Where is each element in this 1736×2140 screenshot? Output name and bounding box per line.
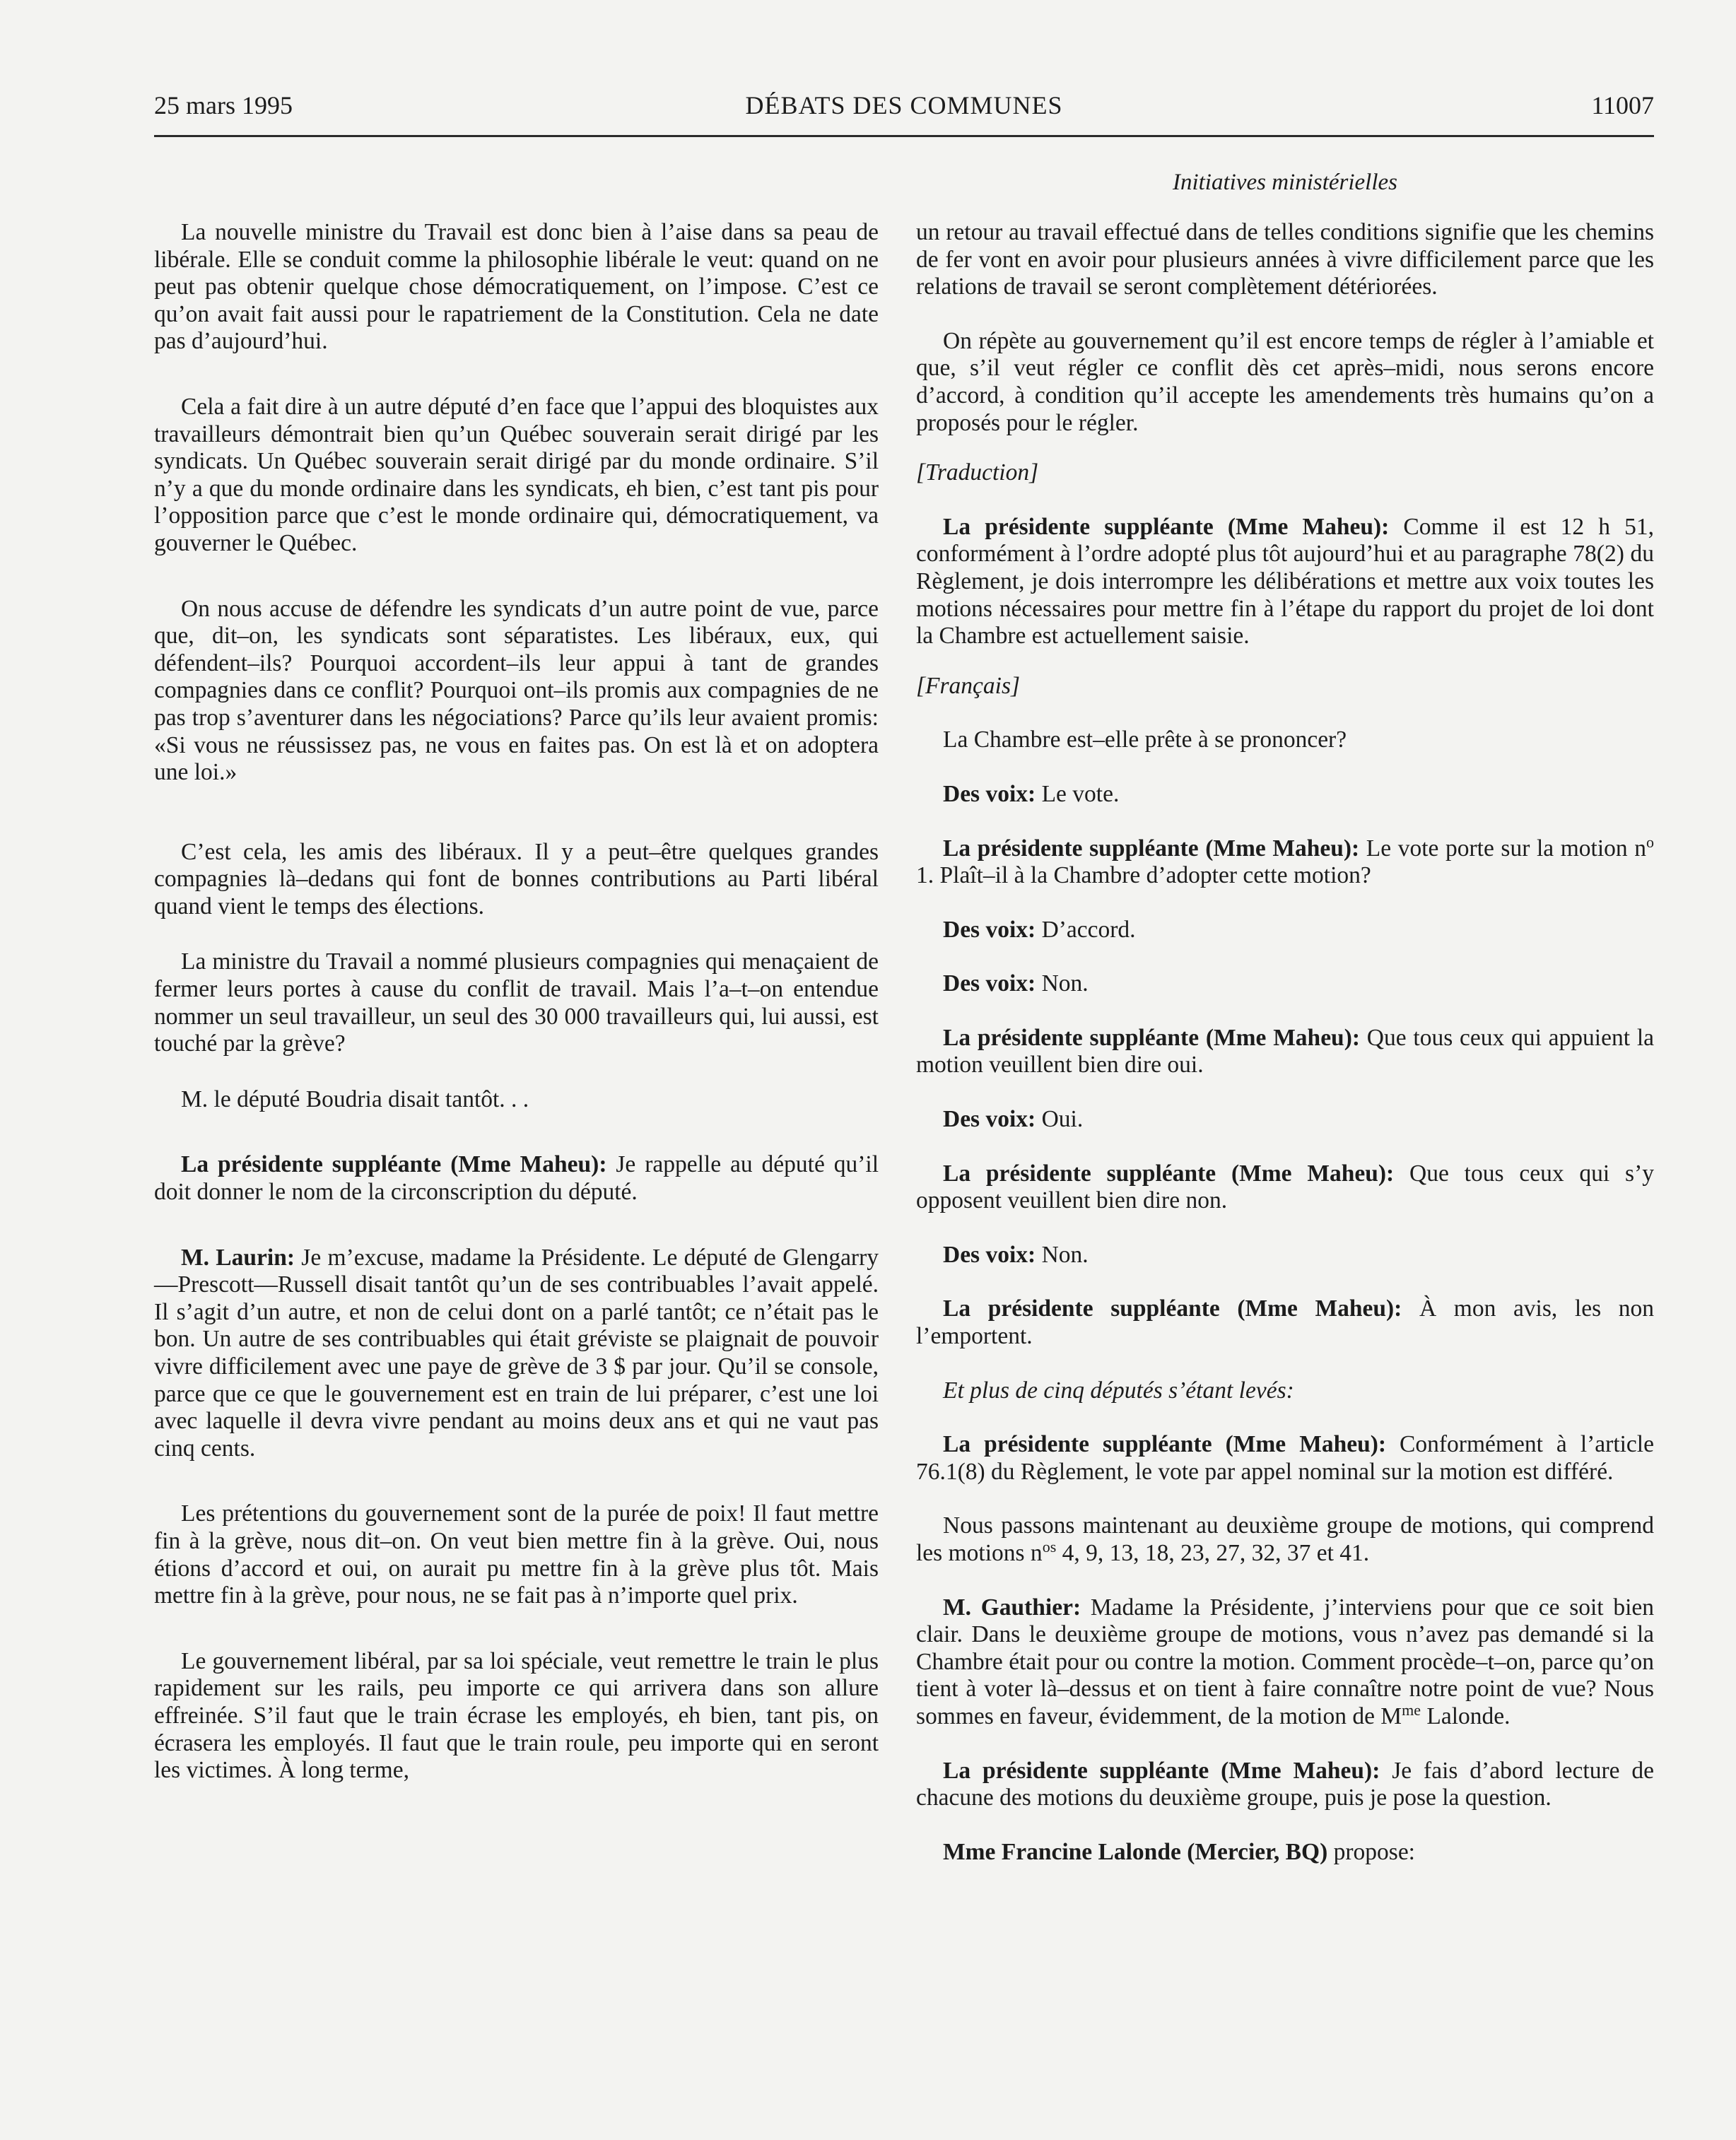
- speaker-name: M. Laurin:: [181, 1244, 295, 1271]
- speaker-name: La présidente suppléante (Mme Maheu):: [943, 1160, 1395, 1187]
- speaker-name: Mme Francine Lalonde (Mercier, BQ): [943, 1838, 1328, 1865]
- paragraph: Les prétentions du gouvernement sont de la purée de poix! Il faut mettre fin à la grève, nous dit–on. On veut bien mettre fin à la grève. Oui, nous étions d’accord et oui, on aurait pu mettre fin à la grève plus tôt. Mais mettre fin à la grève, pour nous, ne se fait pas à n’importe quel prix.: [154, 1500, 879, 1609]
- paragraph: M. le député Boudria disait tantôt. . .: [181, 1086, 529, 1112]
- speech-paragraph: [916, 1758, 1654, 1812]
- stage-direction: Et plus de cinq députés s’étant levés:: [943, 1377, 1294, 1404]
- superscript: me: [1402, 1700, 1421, 1719]
- speech-paragraph: [916, 781, 1654, 809]
- speech-paragraph: [154, 1151, 879, 1206]
- speech-paragraph: [916, 835, 1654, 890]
- right-column: [916, 219, 1654, 1866]
- paragraph: On nous accuse de défendre les syndicats d’un autre point de vue, parce que, dit–on, les syndicats sont séparatistes. Les libéraux, eux, qui défendent–ils? Pourquoi accordent–ils leur appui à tant de grandes compagnies dans ce conflit? Pourquoi ont–ils promis aux compagnies de ne pas trop s’aventurer dans les négociations? Parce qu’ils leur avaient promis: «Si vous ne réussissez pas, ne vous en faites pas. On est là et on adoptera une loi.»: [154, 595, 879, 786]
- speech-paragraph: [916, 1839, 1654, 1866]
- speaker-name: Des voix:: [943, 970, 1036, 997]
- speaker-name: Des voix:: [943, 780, 1036, 807]
- speaker-name: Des voix:: [943, 916, 1036, 943]
- paragraph: La ministre du Travail a nommé plusieurs compagnies qui menaçaient de fermer leurs portes à cause du conflit de travail. Mais l’a–t–on entendue nommer un seul travailleur, un seul des 30 000 travailleurs qui, lui aussi, est touché par la grève?: [154, 948, 879, 1057]
- paragraph: un retour au travail effectué dans de telles conditions signifie que les chemins de fer vont en avoir pour plusieurs années à vivre difficilement parce que les relations de travail se seront complètement détériorées.: [916, 219, 1654, 300]
- speech-text: Le vote.: [1036, 780, 1120, 807]
- speech-paragraph: [916, 1242, 1654, 1269]
- paragraph-text: Nous passons maintenant au deuxième groupe de motions, qui comprend les motions n: [916, 1512, 1654, 1566]
- speaker-name: La présidente suppléante (Mme Maheu):: [943, 1431, 1387, 1458]
- speech-text: Conformément à l’article 76.1(8) du Règlement, le vote par appel nominal sur la motion est différé.: [916, 1431, 1654, 1485]
- speech-text: Non.: [1036, 970, 1089, 997]
- speech-text: propose:: [1327, 1838, 1415, 1865]
- speech-paragraph: [916, 1160, 1654, 1215]
- header-rule: [154, 135, 1654, 137]
- speech-paragraph: [154, 1245, 879, 1463]
- speaker-name: La présidente suppléante (Mme Maheu):: [943, 513, 1390, 540]
- speech-text: Je rappelle au député qu’il doit donner le nom de la circonscription du député.: [154, 1151, 879, 1206]
- speech-text: Le vote porte sur la motion n: [1359, 835, 1646, 862]
- header-page-number: 11007: [1591, 91, 1654, 119]
- paragraph: Cela a fait dire à un autre député d’en face que l’appui des bloquistes aux travailleurs démontrait bien qu’un Québec souverain serait dirigé par les syndicats. Un Québec souverain serait dirigé par du monde ordinaire. S’il n’y a que du monde ordinaire dans les syndicats, eh bien, c’est tant pis pour l’opposition parce que c’est le monde ordinaire qui, démocratiquement, va gouverner le Québec.: [154, 393, 879, 556]
- section-heading: Initiatives ministérielles: [1172, 170, 1398, 195]
- left-column: [154, 219, 879, 1785]
- language-marker: [Français]: [916, 672, 1021, 699]
- superscript: o: [1646, 833, 1654, 851]
- running-head: [154, 90, 1654, 133]
- speaker-name: La présidente suppléante (Mme Maheu):: [943, 1024, 1361, 1051]
- speech-paragraph: [916, 970, 1654, 998]
- speaker-name: Des voix:: [943, 1241, 1036, 1268]
- speech-text: Je fais d’abord lecture de chacune des motions du deuxième groupe, puis je pose la question.: [916, 1757, 1654, 1811]
- language-marker: [Traduction]: [916, 459, 1039, 486]
- speaker-name: Des voix:: [943, 1106, 1036, 1133]
- superscript: os: [1042, 1537, 1057, 1556]
- paragraph-text: 4, 9, 13, 18, 23, 27, 32, 37 et 41.: [1056, 1540, 1370, 1566]
- header-title: DÉBATS DES COMMUNES: [745, 91, 1063, 119]
- speech-text: Non.: [1036, 1241, 1089, 1268]
- speech-text: Comme il est 12 h 51, conformément à l’ordre adopté plus tôt aujourd’hui et au paragraphe 78(2) du Règlement, je dois interrompre les délibérations et mettre aux voix toutes les motions nécessaires pour mettre fin à l’étape du rapport du projet de loi dont la Chambre est actuellement saisie.: [916, 513, 1655, 649]
- speaker-name: La présidente suppléante (Mme Maheu):: [943, 835, 1360, 862]
- speaker-name: La présidente suppléante (Mme Maheu):: [181, 1151, 607, 1178]
- speech-paragraph: [916, 514, 1654, 650]
- speech-paragraph: [916, 1594, 1654, 1731]
- speech-text: Je m’excuse, madame la Présidente. Le député de Glengarry—Prescott—Russell disait tantôt qu’un de ses contribuables l’avait appelé. Il s’agit d’un autre, et non de celui dont on a parlé tantôt; ce n’était pas le bon. Un autre de ses contribuables qui était gréviste se plaignait de pouvoir vivre difficilement avec une paye de grève de 3 $ par jour. Qu’il se console, parce que ce que le gouvernement est en train de lui préparer, c’est une loi avec laquelle il devra vivre pendant au moins deux ans et qui ne vaut pas cinq cents.: [154, 1244, 879, 1462]
- speech-text: Que tous ceux qui s’y opposent veuillent bien dire non.: [916, 1160, 1654, 1214]
- speech-text: Oui.: [1036, 1106, 1084, 1133]
- speech-paragraph: [916, 1025, 1654, 1079]
- speech-text: 1. Plaît–il à la Chambre d’adopter cette motion?: [916, 862, 1371, 889]
- paragraph: La nouvelle ministre du Travail est donc bien à l’aise dans sa peau de libérale. Elle se conduit comme la philosophie libérale le veut: quand on ne peut pas obtenir quelque chose démocratiquement, on l’impose. C’est ce qu’on avait fait aussi pour le rapatriement de la Constitution. Cela ne date pas d’aujourd’hui.: [154, 219, 879, 355]
- speech-paragraph: [916, 1295, 1654, 1350]
- header-date: 25 mars 1995: [154, 91, 293, 119]
- paragraph: [916, 1512, 1654, 1567]
- speech-paragraph: [916, 1431, 1654, 1486]
- speech-text: À mon avis, les non l’emportent.: [916, 1295, 1654, 1350]
- speech-paragraph: [916, 1106, 1654, 1134]
- paragraph: C’est cela, les amis des libéraux. Il y a peut–être quelques grandes compagnies là–dedans qui font de bonnes contributions au Parti libéral quand vient le temps des élections.: [154, 838, 879, 919]
- speech-text: Madame la Présidente, j’interviens pour que ce soit bien clair. Dans le deuxième groupe de motions, vous n’avez pas demandé si la Chambre était pour ou contre la motion. Comment procède–t–on, parce qu’on tient à voter là–dessus et on tient à faire connaître notre point de vue? Nous sommes en faveur, évidemment, de la motion de M: [916, 1594, 1654, 1729]
- speech-paragraph: [916, 917, 1654, 944]
- speech-text: Que tous ceux qui appuient la motion veuillent bien dire oui.: [916, 1024, 1654, 1078]
- paragraph: On répète au gouvernement qu’il est encore temps de régler à l’amiable et que, s’il veut régler ce conflit dès cet après–midi, nous serons encore d’accord, à condition qu’il accepte les amendements très humains qu’on a proposés pour le régler.: [916, 327, 1654, 436]
- speech-text: Lalonde.: [1420, 1703, 1511, 1729]
- speech-text: D’accord.: [1036, 916, 1136, 943]
- speaker-name: La présidente suppléante (Mme Maheu):: [943, 1295, 1402, 1322]
- speaker-name: M. Gauthier:: [943, 1594, 1081, 1621]
- speaker-name: La présidente suppléante (Mme Maheu):: [943, 1757, 1380, 1784]
- paragraph: Le gouvernement libéral, par sa loi spéciale, veut remettre le train le plus rapidement sur les rails, peu importe ce qui arrivera dans son allure effreinée. S’il faut que le train écrase les employés, eh bien, tant pis, on écrasera les employés. Il faut que le train roule, peu importe qui en seront les victimes. À long terme,: [154, 1647, 879, 1784]
- paragraph: La Chambre est–elle prête à se prononcer?: [943, 727, 1347, 753]
